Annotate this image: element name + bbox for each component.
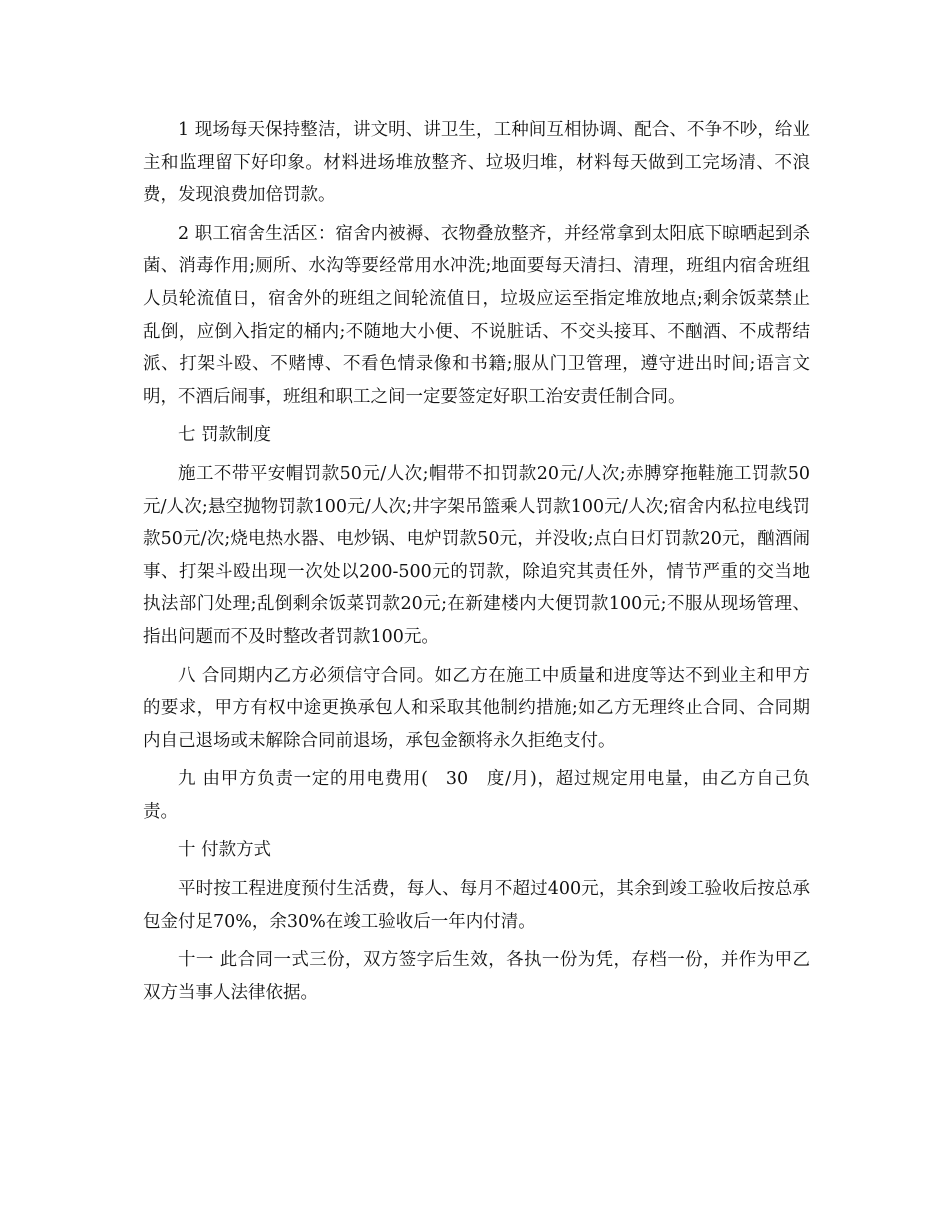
electricity-lead: 九 由甲方负责一定的用电费用( <box>178 769 428 790</box>
section-heading-fines: 七 罚款制度 <box>178 425 272 446</box>
paragraph-site-cleanliness: 1 现场每天保持整洁，讲文明、讲卫生，工种间互相协调、配合、不争不吵，给业主和监理留下好印象。材料进场堆放整齐、垃圾归堆，材料每天做到工完场清、不浪费，发现浪费加倍罚款。 <box>143 120 810 206</box>
paragraph-dormitory-rules: 2 职工宿舍生活区：宿舍内被褥、衣物叠放整齐，并经常拿到太阳底下晾晒起到杀菌、消毒作用;厕所、水沟等要经常用水冲洗;地面要每天清扫、清理，班组内宿舍班组人员轮流值日，宿舍外的班组之间轮流值日，垃圾应运至指定堆放地点;剩余饭菜禁止乱倒，应倒入指定的桶内;不随地大小便、不说脏话、不交头接耳、不酗酒、不成帮结派、打架斗殴、不赌博、不看色情录像和书籍;服从门卫管理，遵守进出时间;语言文明，不酒后闹事，班组和职工之间一定要签定好职工治安责任制合同。 <box>143 223 810 407</box>
paragraph-payment-terms: 平时按工程进度预付生活费，每人、每月不超过400元，其余到竣工验收后按总承包金付足70%，余30%在竣工验收后一年内付清。 <box>143 879 810 932</box>
electricity-amount: 30 <box>445 769 469 790</box>
paragraph-fine-schedule: 施工不带平安帽罚款50元/人次;帽带不扣罚款20元/人次;赤膊穿拖鞋施工罚款50元/人次;悬空抛物罚款100元/人次;井字架吊篮乘人罚款100元/人次;宿舍内私拉电线罚款50元/次;烧电热水器、电炒锅、电炉罚款50元，并没收;点白日灯罚款20元，酗酒闹事、打架斗殴出现一次处以200-500元的罚款，除追究其责任外，情节严重的交当地执法部门处理;乱倒剩余饭菜罚款20元;在新建楼内大便罚款100元;不服从现场管理、指出问题而不及时整改者罚款100元。 <box>143 463 810 647</box>
electricity-unit: 度/月)，超过规定用电量，由乙方自己负责。 <box>143 769 810 822</box>
paragraph-electricity <box>143 763 810 828</box>
document-body <box>143 114 810 1015</box>
section-heading-payment: 十 付款方式 <box>178 840 272 861</box>
paragraph-copies: 十一 此合同一式三份，双方签字后生效，各执一份为凭，存档一份，并作为甲乙双方当事人法律依据。 <box>143 950 810 1003</box>
paragraph-contract-compliance: 八 合同期内乙方必须信守合同。如乙方在施工中质量和进度等达不到业主和甲方的要求，甲方有权中途更换承包人和采取其他制约措施;如乙方无理终止合同、合同期内自己退场或未解除合同前退场，承包金额将永久拒绝支付。 <box>143 665 810 751</box>
